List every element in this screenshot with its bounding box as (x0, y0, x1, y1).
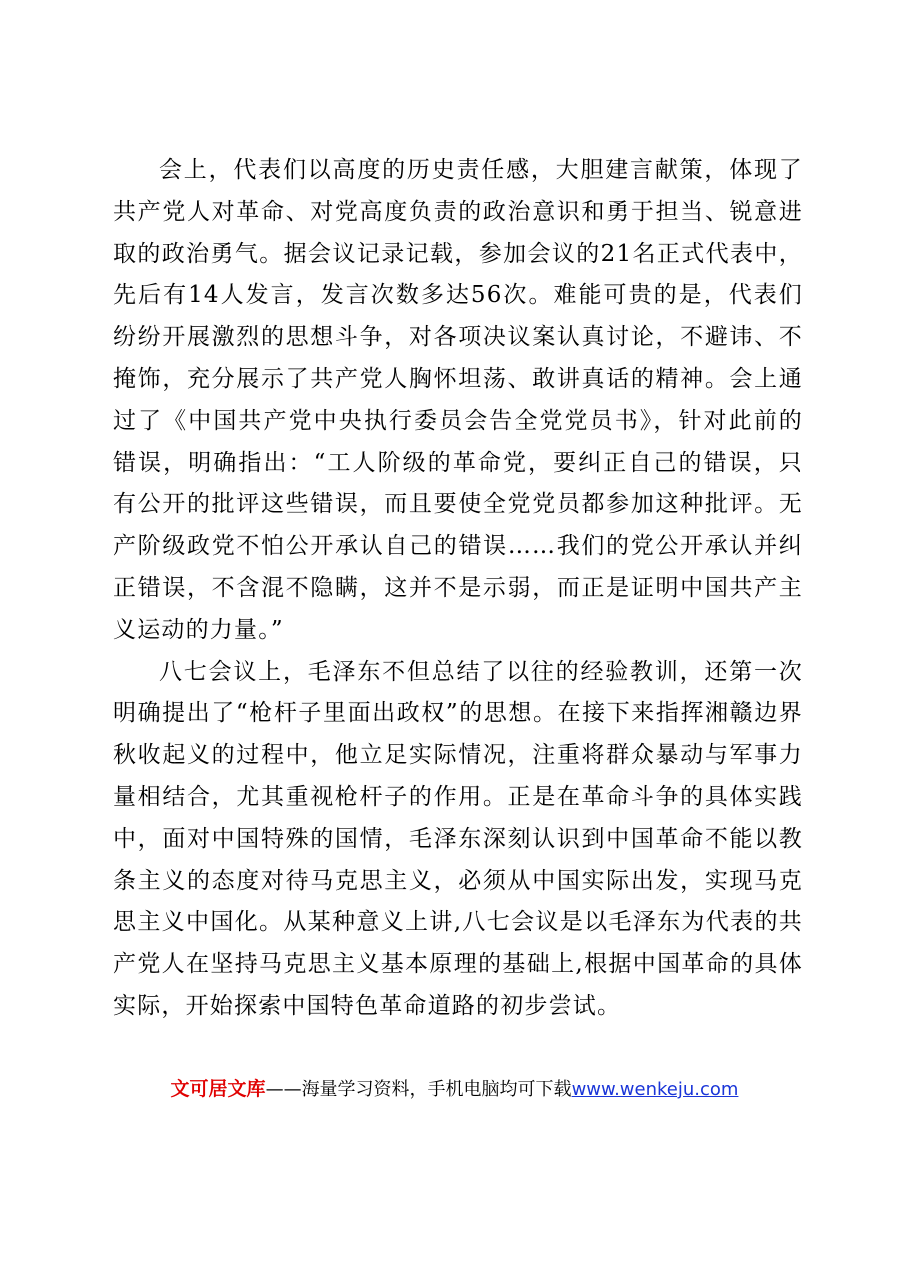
document-body (113, 150, 803, 1028)
footer-brand: 文可居文库 (170, 1078, 266, 1100)
footer-link[interactable]: www.wenkeju.com (571, 1079, 739, 1100)
paragraph-1: 会上，代表们以高度的历史责任感，大胆建言献策，体现了共产党人对革命、对党高度负责的政治意识和勇于担当、锐意进取的政治勇气。据会议记录记载，参加会议的21名正式代表中，先后有14人发言，发言次数多达56次。难能可贵的是，代表们纷纷开展激烈的思想斗争，对各项决议案认真讨论，不避讳、不掩饰，充分展示了共产党人胸怀坦荡、敢讲真话的精神。会上通过了《中国共产党中央执行委员会告全党党员书》，针对此前的错误，明确指出：“工人阶级的革命党，要纠正自己的错误，只有公开的批评这些错误，而且要使全党党员都参加这种批评。无产阶级政党不怕公开承认自己的错误……我们的党公开承认并纠正错误，不含混不隐瞒，这并不是示弱，而正是证明中国共产主义运动的力量。” (113, 157, 803, 643)
footer-slogan: ——海量学习资料，手机电脑均可下载 (265, 1079, 572, 1100)
paragraph-2: 八七会议上，毛泽东不但总结了以往的经验教训，还第一次明确提出了“枪杆子里面出政权”的思想。在接下来指挥湘赣边界秋收起义的过程中，他立足实际情况，注重将群众暴动与军事力量相结合，尤其重视枪杆子的作用。正是在革命斗争的具体实践中，面对中国特殊的国情，毛泽东深刻认识到中国革命不能以教条主义的态度对待马克思主义，必须从中国实际出发，实现马克思主义中国化。从某种意义上讲,八七会议是以毛泽东为代表的共产党人在坚持马克思主义基本原理的基础上,根据中国革命的具体实际，开始探索中国特色革命道路的初步尝试。 (113, 658, 803, 1019)
footer-banner (0, 1077, 909, 1102)
